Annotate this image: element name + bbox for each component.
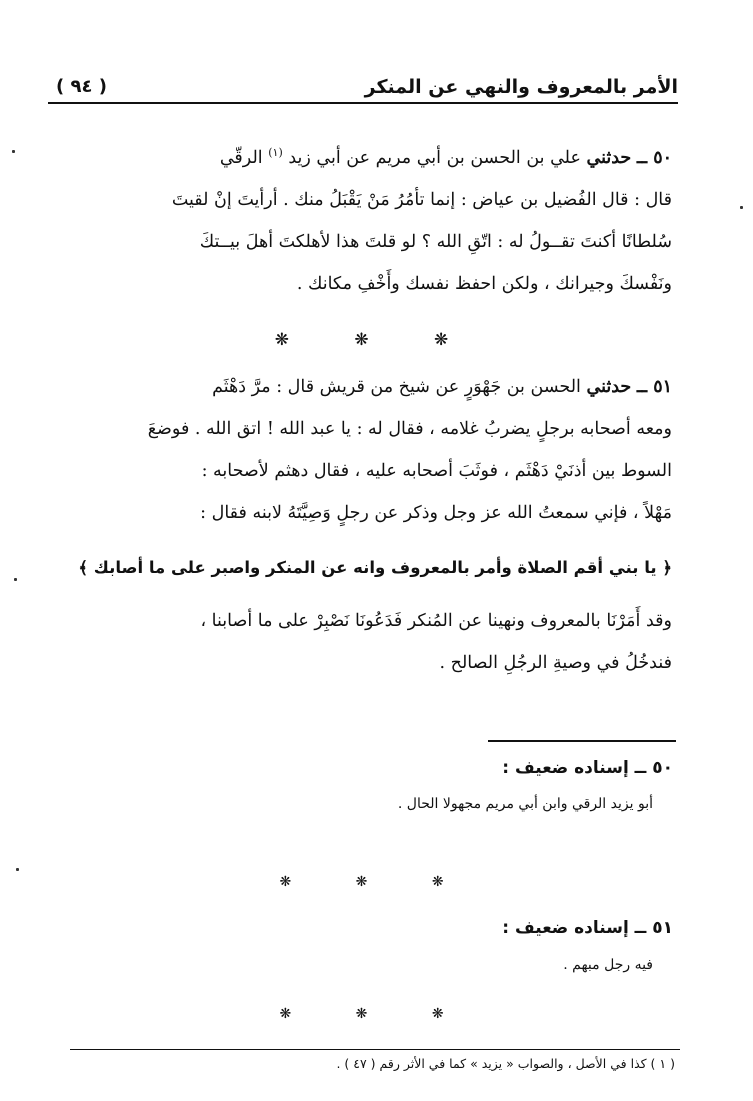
hadith-number: ٥٠ ــ [636, 147, 672, 168]
para51-line1 [62, 366, 672, 408]
isnad-text: الحسن بن جَهْوَرٍ عن شيخ من قريش قال : مرَّ دَهْثَم [212, 377, 581, 397]
paragraph-51-continued [62, 600, 672, 684]
section-separator: ❋ ❋ ❋ [274, 330, 479, 350]
para50-line2: قال : قال الفُضيل بن عياض : إنما تأمُرُ مَنْ يَقْبَلُ منك . أرأيتَ إنْ لقيتَ [171, 189, 672, 210]
isnad-text-end: الرقّي [219, 147, 263, 168]
paragraph-50 [62, 132, 672, 305]
footnote-51-heading: ٥١ ــ إسناده ضعيف : [502, 918, 673, 938]
footnote-ref: (١) [268, 146, 283, 159]
isnad-text: علي بن الحسن بن أبي مريم عن أبي زيد [288, 147, 581, 168]
paragraph-51 [62, 366, 672, 534]
para51-line3: السوط بين أذنَيْ دَهْثَم ، فوثَبَ أصحابه عليه ، فقال دهثم لأصحابه : [201, 461, 672, 481]
para51-line4: مَهْلاً ، فإني سمعتُ الله عز وجل وذكر عن رجلٍ وَصِيَّتَهُ لابنه فقال : [200, 503, 672, 523]
scan-speck [12, 150, 15, 153]
hadith-number: ٥١ ــ [636, 377, 672, 397]
footnote-50-text: أبو يزيد الرقي وابن أبي مريم مجهولا الحال . [397, 796, 653, 812]
para50-line1 [62, 132, 672, 179]
para50-line3: سُلطانًا أكنتَ تقــولُ له : اتّقِ الله ؟ لو قلتَ هذا لأهلكتَ أهلَ بيــتكَ [199, 231, 672, 252]
footnote-separator-2: ❋ ❋ ❋ [279, 1006, 474, 1022]
footnote-separator: ❋ ❋ ❋ [279, 874, 474, 890]
quran-verse: ﴿ يا بني أقم الصلاة وأمر بالمعروف وانه عن المنكر واصبر على ما أصابك ﴾ [78, 558, 672, 577]
running-header [48, 72, 678, 104]
scan-speck [16, 868, 19, 871]
scan-speck [14, 578, 17, 581]
page-number: ( ٩٤ ) [56, 76, 107, 97]
para50-line4: ونَفْسكَ وجيرانك ، ولكن احفظ نفسك وأَخْفِ مكانك . [296, 273, 672, 294]
bottom-note-divider [70, 1049, 680, 1050]
para51b-line2: فندخُلُ في وصيةِ الرجُلِ الصالح . [439, 653, 672, 673]
header-title: الأمر بالمعروف والنهي عن المنكر [364, 76, 678, 98]
haddathani-word: حدثني [586, 147, 632, 168]
footnote-divider [488, 740, 676, 742]
para51-line2: ومعه أصحابه برجلٍ يضربُ غلامه ، فقال له : يا عبد الله ! اتق الله . فوضعَ [147, 419, 672, 439]
para51b-line1: وقد أَمَرْنَا بالمعروف ونهينا عن المُنكر فَدَعُونَا نَصْبِرْ على ما أصابنا ، [200, 611, 672, 631]
scan-speck [740, 206, 743, 209]
footnote-51-text: فيه رجل مبهم . [563, 957, 653, 973]
bottom-footnote: ( ١ ) كذا في الأصل ، والصواب « يزيد » كما في الأثر رقم ( ٤٧ ) . [336, 1056, 675, 1071]
footnote-50-heading: ٥٠ ــ إسناده ضعيف : [502, 758, 673, 778]
haddathani-word: حدثني [586, 377, 632, 397]
